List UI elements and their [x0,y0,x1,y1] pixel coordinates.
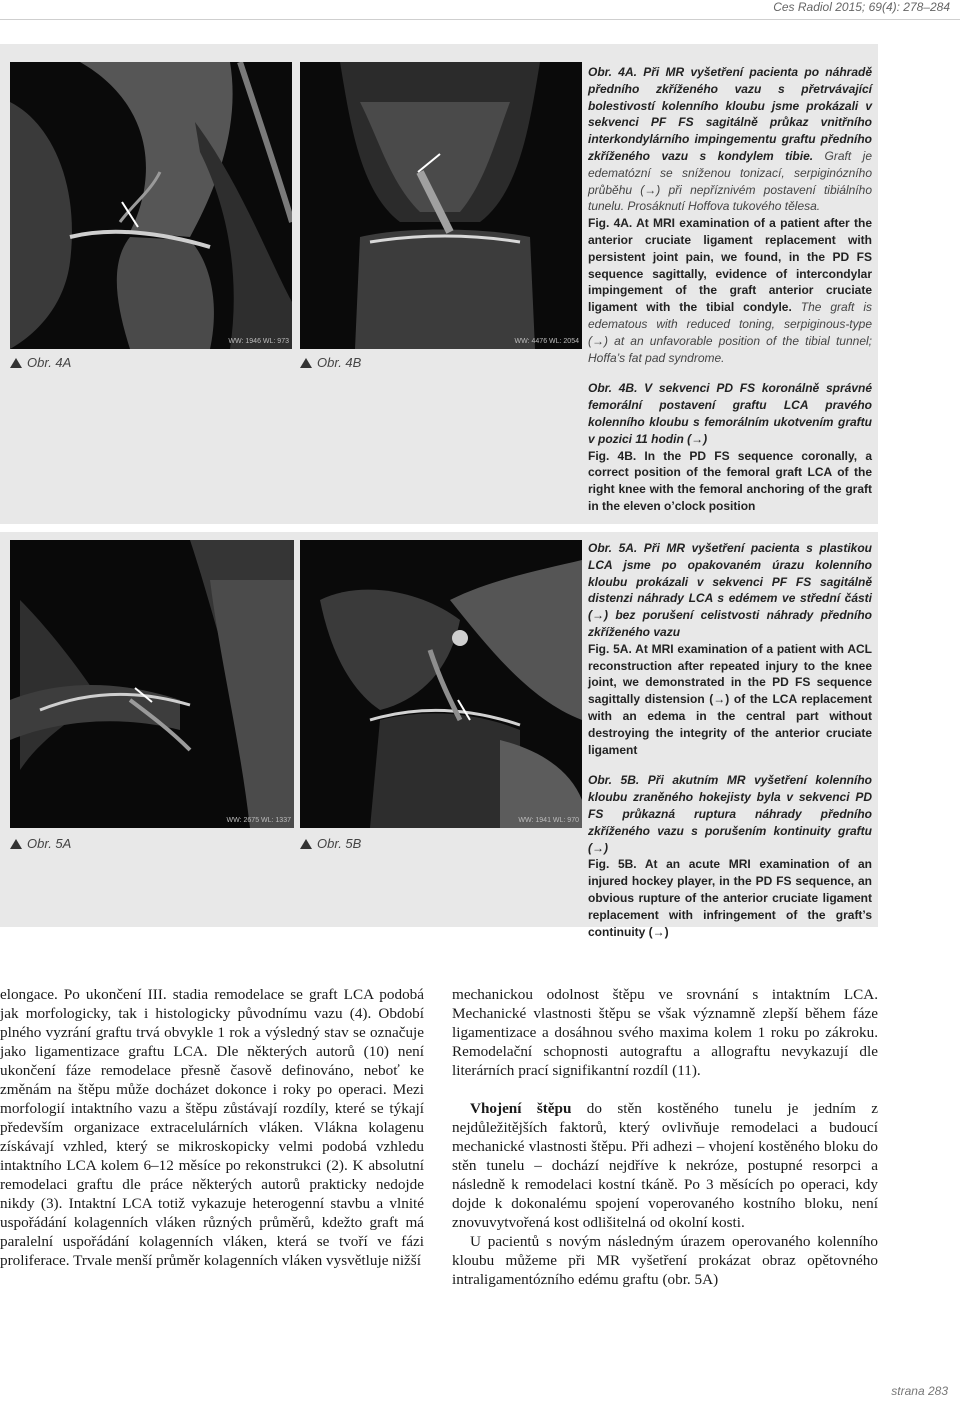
body-paragraph: Vhojení štěpu do stěn kostěného tunelu je jedním z nejdůležitějších faktorů, který ovlivňuje remodelaci a budoucí mechanické vlastnosti štěpu. Při adhezi – vhojení kostěného bloku do stěn tunelu – dochází nejdříve k nekróze, postupné resorpci a následně k remodelaci kostní tkáně. Po 3 měsících po operaci, kdy dojde k dokonalému spojení voperovaného kostního bloku, není znovuvytvořená kost odlišitelná od okolní kosti. [452,1100,879,1231]
figure-label-5a: Obr. 5A [10,836,71,851]
legend-5a-czech: Obr. 5A. Při MR vyšetření pacienta s plastikou LCA jsme po opakovaném úrazu kolenního kloubu prokázali v sekvenci PF FS sagitálně distenzi náhrady LCA s edémem ve střední části (→) bez porušení celistvosti náhrady předního zkříženého vazu [588,541,872,639]
section-heading: Vhojení štěpu [470,1100,572,1117]
body-column-right [452,985,878,1289]
mri-image-4b [300,62,582,349]
running-header [0,0,960,24]
mri-sagittal-knee-graphic [10,62,292,349]
figure-label-5b: Obr. 5B [300,836,361,851]
body-paragraph: U pacientů s novým následným úrazem operovaného kolenního kloubu můžeme při MR vyšetření prokázat obraz opětovného intraligamentózního edému graftu (obr. 5A) [452,1233,878,1288]
figure-4-legend [588,64,872,515]
legend-5b-english: Fig. 5B. At an acute MRI examination of an injured hockey player, in the PD FS sequence, an obvious rupture of the anterior cruciate ligament replacement with infringement of the graft’s continuity (→) [588,857,872,939]
figure-label-4a: Obr. 4A [10,355,71,370]
scanner-ww-wl-text: WW: 2675 WL: 1337 [226,817,291,824]
mri-image-4a [10,62,292,349]
scanner-ww-wl-text: WW: 1946 WL: 973 [228,338,289,345]
body-paragraph: mechanickou odolnost štěpu ve srovnání s intaktním LCA. Mechanické vlastnosti štěpu se však významně zlepší během fáze ligamentizace a dosáhnou svého maxima kolem 1 roku po zákroku. Remodelační schopnosti autograftu a allograftu nevykazují dle literárních prací signifikantní rozdíl (11). [452,986,878,1079]
legend-5b-czech: Obr. 5B. Při akutním MR vyšetření kolenního kloubu zraněného hokejisty byla v sekvenci PD FS průkazná ruptura náhrady předního zkříženého vazu s porušením kontinuity graftu (→) [588,773,872,855]
triangle-marker-icon [10,358,22,368]
mri-sagittal-knee-graphic [10,540,294,828]
triangle-marker-icon [10,839,22,849]
scanner-ww-wl-text: WW: 1941 WL: 970 [518,817,579,824]
legend-4b-czech: Obr. 4B. V sekvenci PD FS koronálně správné femorální postavení graftu LCA pravého kolenního kloubu s femorálním ukotvením graftu v pozici 11 hodin (→) [588,381,872,446]
body-paragraph: elongace. Po ukončení III. stadia remodelace se graft LCA podobá jak morfologicky, tak i histologicky původnímu vazu (4). Období plného vyzrání graftu trvá obvykle 1 rok a výsledný stav se označuje jako ligamentizace graftu LCA. Dle některých autorů (10) není ukončení fáze remodelace přesně časově definováno, neboť ke změnám na štěpu může docházet dokonce i roky po operaci. Mezi morfologií intaktního vazu a štěpu zůstávají rozdíly, které se týkají především organizace extracelulárních vláken. Vlákna kolagenu získávají vzhled, který se mikroskopicky velmi podobá vzhledu intaktního LCA kolem 6–12 měsíce po rekonstrukci (2). K absolutní remodelaci graftu dle práce některých autorů prakticky nedojde nikdy (3). Intaktní LCA totiž vykazuje heterogenní stavbu a vlnité uspořádání kolagenních vláken různých průměrů, kdežto graft má paralelní uspořádání kolagenních vláken, která se tvoří ve fázi proliferace. Trvale menší průměr kolagenních vláken vysvětluje nižší [0,986,424,1269]
journal-citation: Ces Radiol 2015; 69(4): 278–284 [773,0,950,14]
mri-sagittal-knee-graphic [300,540,582,828]
triangle-marker-icon [300,358,312,368]
legend-4a-czech: Obr. 4A. Při MR vyšetření pacienta po náhradě předního zkříženého vazu s přetrvávající bolestivostí kolenního kloubu jsme prokázali v sekvenci PF FS sagitálně průkaz vnitřního interkondylárního impingementu graftu předního zkříženého vazu s kondylem tibie. Graft je edematózní se sníženou tonizací, serpiginózního průběhu (→) při nepříznivém postavení tibiálního tunelu. Prosáknutí Hoffova tukového tělesa. [588,65,872,214]
scanner-ww-wl-text: WW: 4476 WL: 2054 [514,338,579,345]
mri-coronal-knee-graphic [300,62,582,349]
legend-4b-english: Fig. 4B. In the PD FS sequence coronally, a correct position of the femoral graft LCA of the right knee with the femoral anchoring of the graft in the eleven o’clock position [588,448,872,513]
mri-image-5a [10,540,294,828]
figure-label-4b: Obr. 4B [300,355,361,370]
legend-5a-english: Fig. 5A. At MRI examination of a patient with ACL reconstruction after repeated injury to the knee joint, we demonstrated in the PD FS sequence sagittally distension (→) of the LCA replacement with an edema in the central part without destroying the integrity of the anterior cruciate ligament [588,641,872,757]
triangle-marker-icon [300,839,312,849]
header-rule [0,19,960,20]
page-number: strana 283 [891,1384,948,1398]
figure-5-legend [588,540,872,940]
legend-4a-english: Fig. 4A. At MRI examination of a patient after the anterior cruciate ligament replacement with persistent joint pain, we found, in the PD FS sequence sagittally, evidence of intercondylar impingement of the graft anterior cruciate ligament with the tibial condyle. The graft is edematous with reduced toning, serpiginous-type (→) at an unfavorable position of the tibial tunnel; Hoffa’s fat pad syndrome. [588,216,872,365]
body-column-left [0,985,424,1270]
mri-image-5b [300,540,582,828]
